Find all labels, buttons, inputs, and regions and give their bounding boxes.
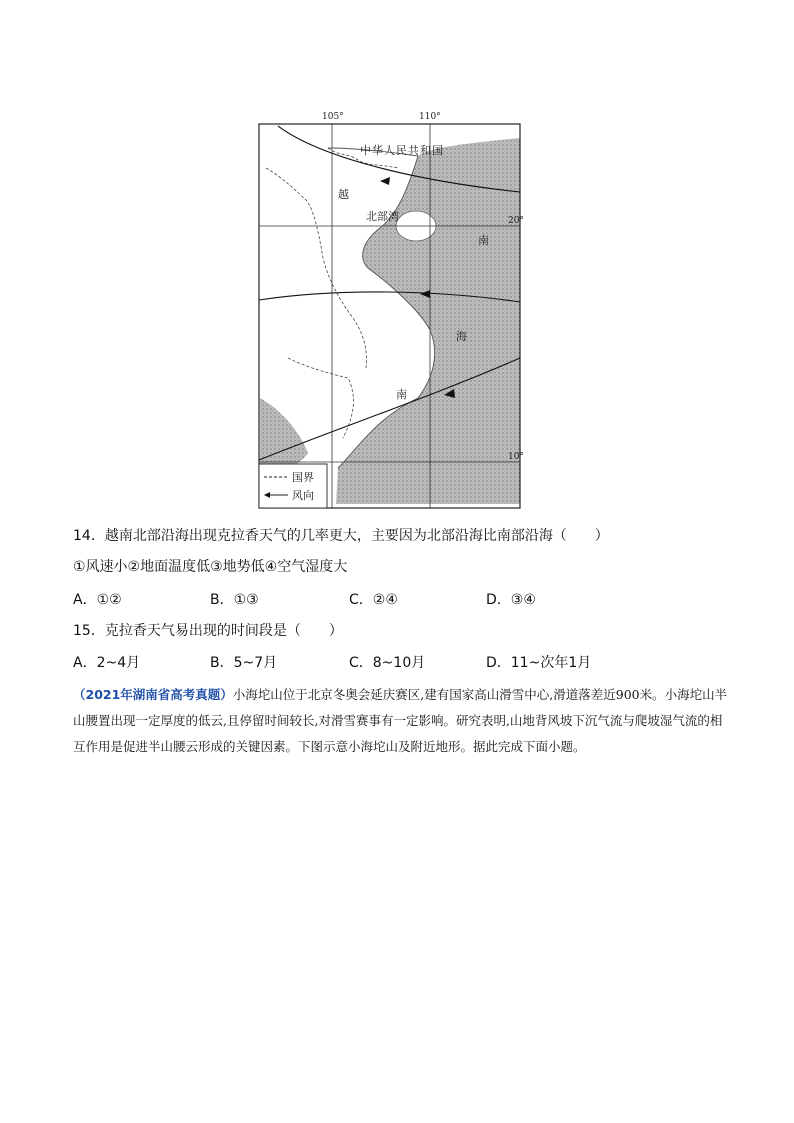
lat-label-20: 20° (508, 216, 524, 226)
label-sea-nan: 南 (478, 234, 489, 247)
sea-area (336, 138, 520, 504)
intro-paragraph (73, 682, 733, 760)
question-15-stem: 15．克拉香天气易出现的时间段是（ ） (73, 623, 343, 639)
question-14-stem: 14．越南北部沿海出现克拉香天气的几率更大，主要因为北部沿海比南部沿海（ ） (73, 528, 609, 544)
lon-label-110: 110° (419, 112, 441, 122)
vietnam-map (258, 108, 522, 510)
label-viet: 越 (338, 188, 349, 201)
wind-arrow-north-head (380, 177, 390, 185)
label-china: 中华人民共和国 (360, 144, 444, 157)
q15-option-a[interactable]: A．2~4月 (73, 655, 141, 671)
intro-text: 小海坨山位于北京冬奥会延庆赛区,建有国家高山滑雪中心,滑道落差近900米。小海坨山半山腰置出现一定厚度的低云,且停留时间较长,对滑雪赛事有一定影响。研究表明,山地背风坡下沉气流与爬坡湿气流的相互作用是促进半山腰云形成的关键因素。下图示意小海坨山及附近地形。据此完成下面小题。 (73, 687, 728, 754)
legend-border-label: 国界 (292, 471, 314, 484)
q15-option-c[interactable]: C．8~10月 (349, 655, 426, 671)
lat-label-10: 10° (508, 452, 524, 462)
map-figure (258, 108, 522, 510)
q14-option-a[interactable]: A．①② (73, 592, 122, 608)
q14-option-c[interactable]: C．②④ (349, 592, 398, 608)
label-nan-vietnam: 南 (396, 388, 407, 401)
question-14-statements: ①风速小②地面温度低③地势低④空气湿度大 (73, 559, 348, 575)
q15-option-d[interactable]: D．11~次年1月 (486, 655, 592, 671)
label-gulf: 北部湾 (366, 210, 399, 223)
q14-option-d[interactable]: D．③④ (486, 592, 536, 608)
q14-option-b[interactable]: B．①③ (210, 592, 259, 608)
gulf-thailand-area (260, 398, 308, 470)
lon-label-105: 105° (322, 112, 344, 122)
source-tag: （2021年湖南省高考真题） (73, 687, 233, 702)
label-sea-hai: 海 (456, 330, 467, 343)
q15-option-b[interactable]: B．5~7月 (210, 655, 278, 671)
legend-wind-label: 风向 (292, 489, 314, 502)
